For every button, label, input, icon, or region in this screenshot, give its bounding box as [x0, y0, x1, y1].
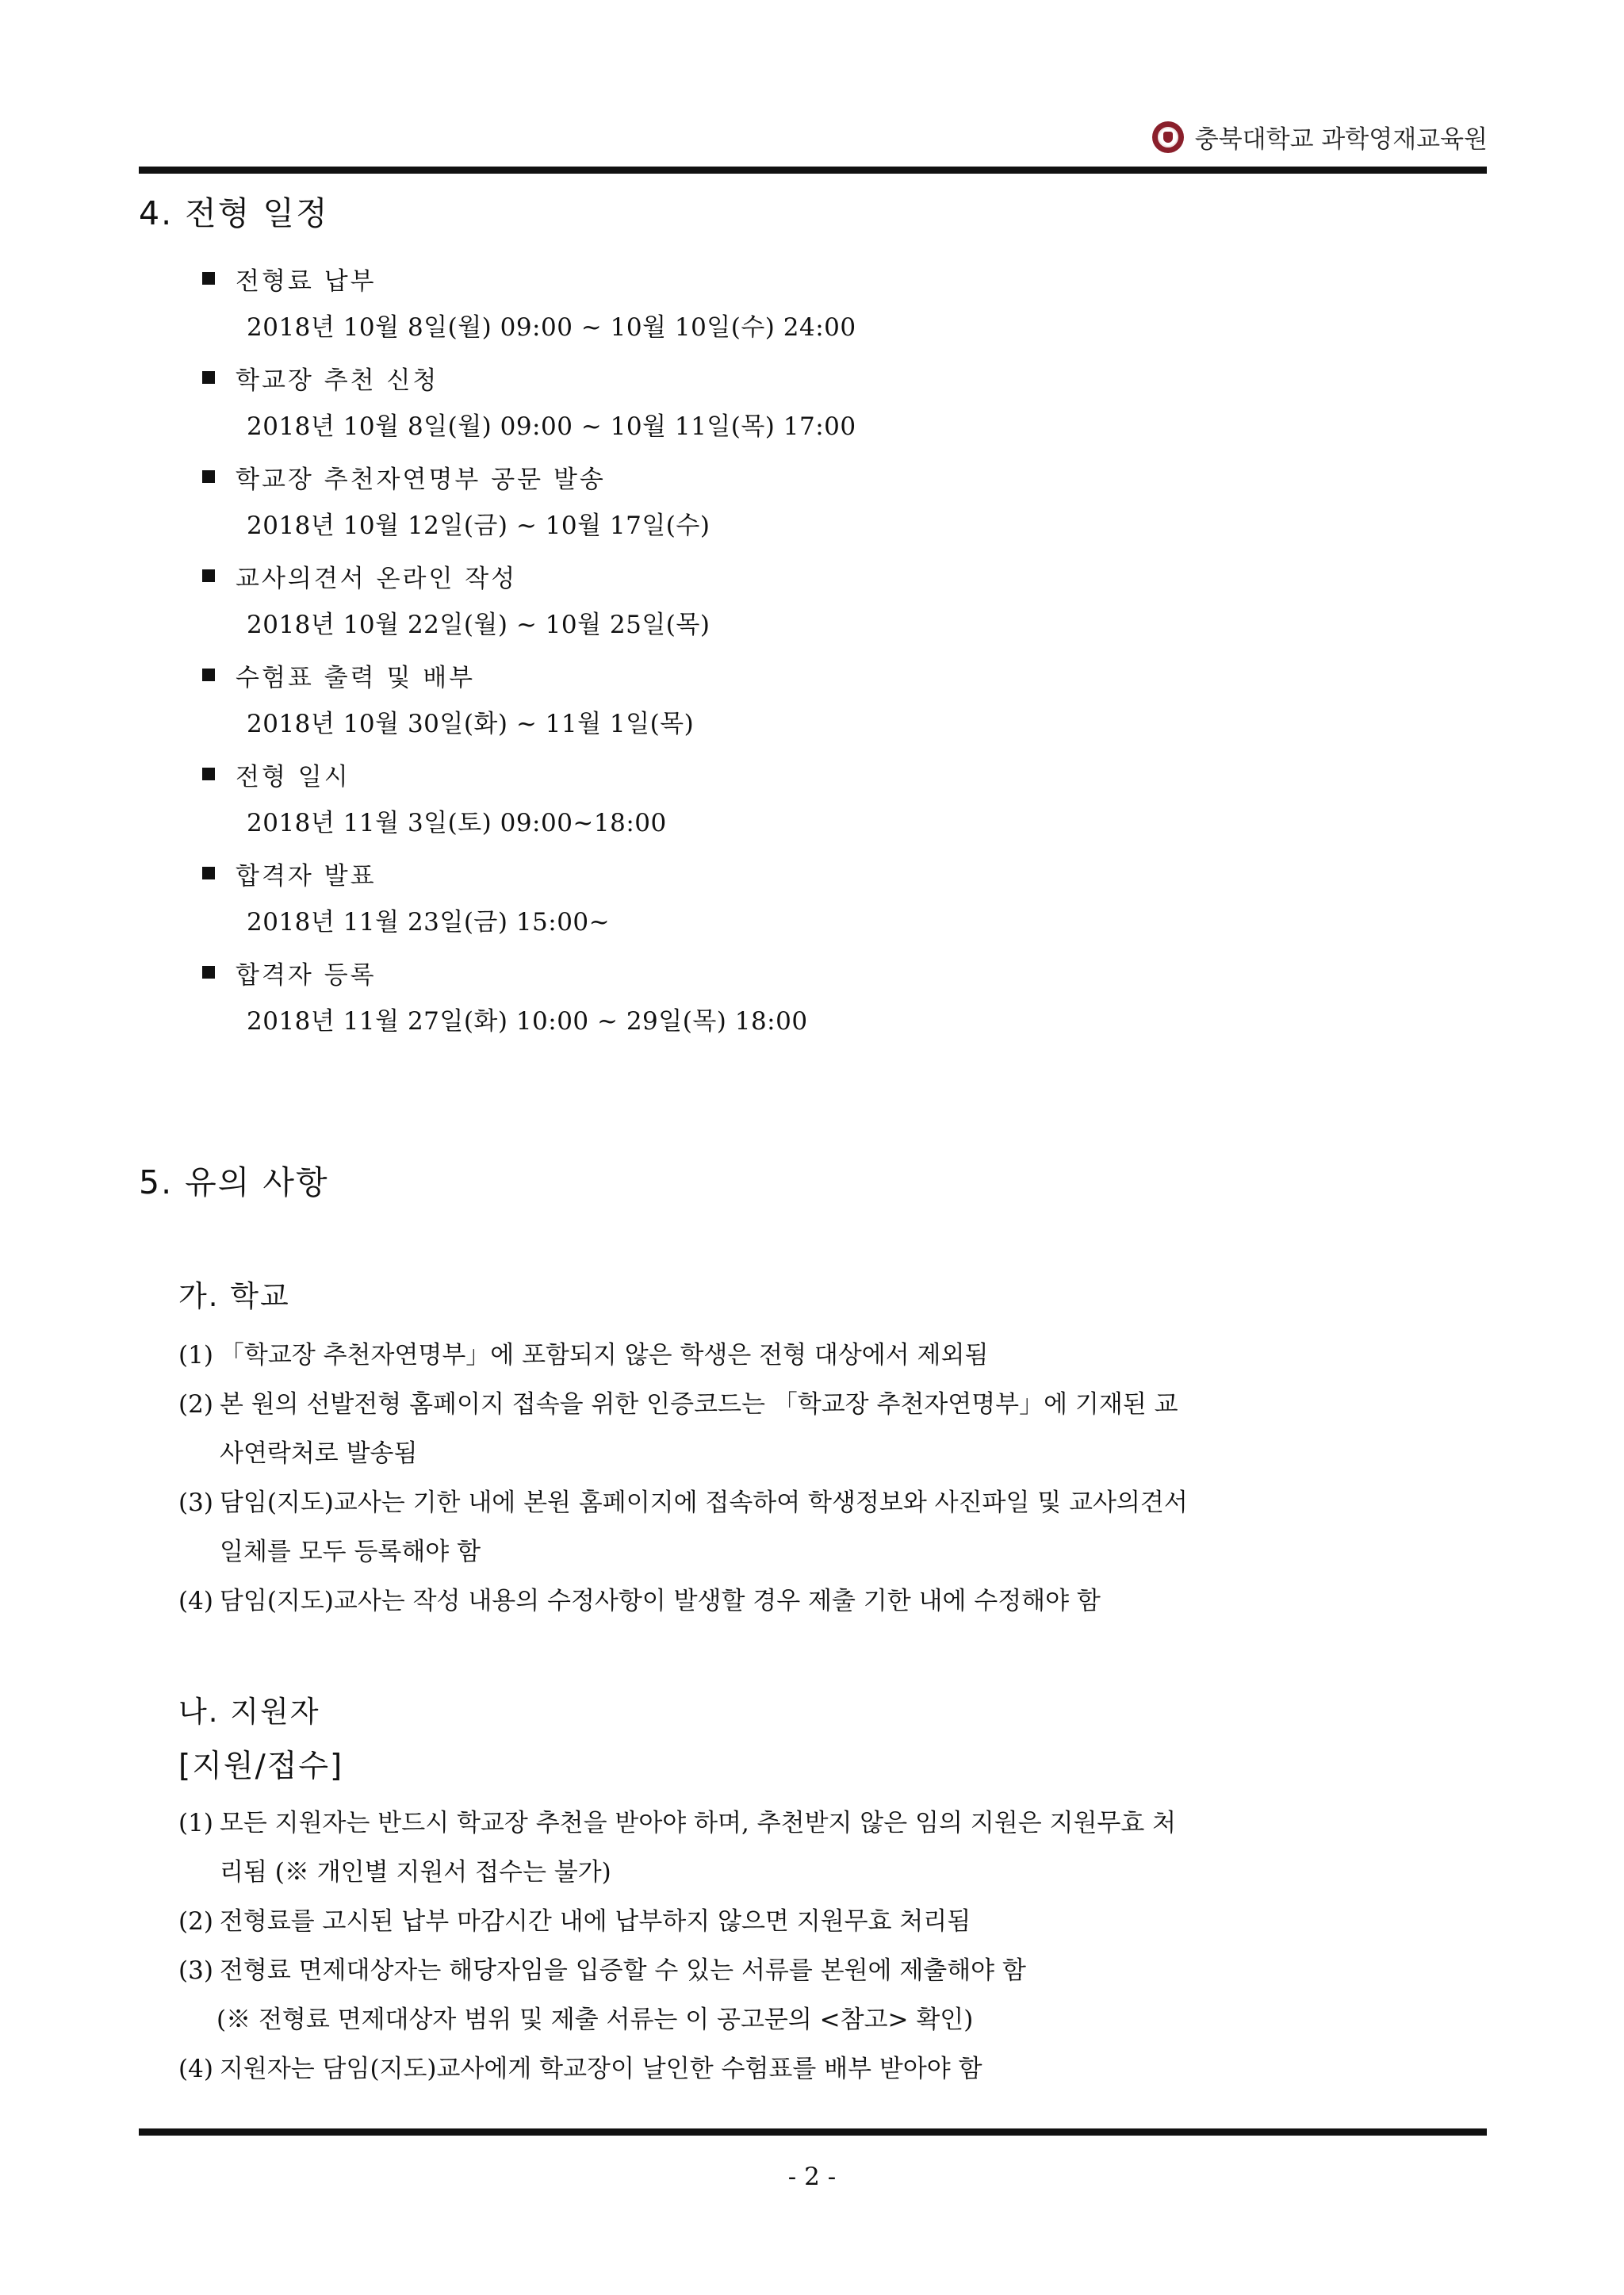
schedule-date: 2018년 10월 8일(월) 09:00 ~ 10월 11일(목) 17:00 — [247, 412, 856, 441]
section-5-title: 5. 유의 사항 — [139, 1163, 329, 1201]
note-number: (2) — [178, 1390, 213, 1419]
square-bullet-icon — [202, 371, 215, 384]
schedule-date: 2018년 11월 3일(토) 09:00~18:00 — [247, 809, 667, 837]
note-continuation: 리됨 (※ 개인별 지원서 접수는 불가) — [220, 1858, 611, 1887]
schedule-date: 2018년 10월 12일(금) ~ 10월 17일(수) — [247, 511, 710, 540]
schedule-item — [202, 948, 1392, 1047]
note-number: (2) — [178, 1907, 213, 1936]
schedule-label: 전형 일시 — [236, 762, 350, 791]
schedule-item — [202, 254, 1392, 353]
schedule-item — [202, 551, 1392, 650]
note-continuation: 일체를 모두 등록해야 함 — [220, 1538, 481, 1566]
schedule-list — [202, 254, 1392, 1047]
note-item — [178, 1331, 1487, 1380]
schedule-item — [202, 452, 1392, 551]
note-item — [178, 1478, 1487, 1577]
note-text: 모든 지원자는 반드시 학교장 추천을 받아야 하며, 추천받지 않은 임의 지원은 지원무효 처 — [219, 1809, 1177, 1837]
note-item — [178, 1380, 1487, 1478]
note-text: 본 원의 선발전형 홈페이지 접속을 위한 인증코드는 「학교장 추천자연명부」에 기재된 교 — [219, 1390, 1178, 1419]
schedule-item — [202, 849, 1392, 948]
applicant-notes — [178, 1799, 1487, 2094]
square-bullet-icon — [202, 272, 215, 285]
application-subheading: [지원/접수] — [178, 1749, 344, 1784]
note-text: 「학교장 추천자연명부」에 포함되지 않은 학생은 전형 대상에서 제외됨 — [219, 1341, 989, 1370]
schedule-date: 2018년 10월 8일(월) 09:00 ~ 10월 10일(수) 24:00 — [247, 313, 856, 342]
university-seal-icon — [1152, 121, 1184, 153]
note-number: (3) — [178, 1488, 213, 1517]
organization-name: 충북대학교 과학영재교육원 — [1194, 125, 1488, 154]
square-bullet-icon — [202, 966, 215, 979]
school-heading: 가. 학교 — [178, 1279, 290, 1313]
note-item — [178, 1577, 1487, 1626]
schedule-label: 합격자 등록 — [236, 960, 377, 990]
note-text: 전형료 면제대상자는 해당자임을 입증할 수 있는 서류를 본원에 제출해야 함 — [219, 1956, 1026, 1985]
note-text: 지원자는 담임(지도)교사에게 학교장이 날인한 수험표를 배부 받아야 함 — [219, 2055, 982, 2083]
note-text: 전형료를 고시된 납부 마감시간 내에 납부하지 않으면 지원무효 처리됨 — [219, 1907, 971, 1936]
note-number: (1) — [178, 1809, 213, 1837]
schedule-item — [202, 650, 1392, 749]
note-item — [178, 1946, 1487, 2044]
note-continuation: 사연락처로 발송됨 — [220, 1439, 418, 1468]
note-number: (3) — [178, 1956, 213, 1985]
header-rule — [139, 167, 1487, 174]
square-bullet-icon — [202, 569, 215, 582]
schedule-item — [202, 353, 1392, 452]
footer-rule — [139, 2128, 1487, 2136]
square-bullet-icon — [202, 867, 215, 879]
note-text: 담임(지도)교사는 작성 내용의 수정사항이 발생할 경우 제출 기한 내에 수정해야 함 — [219, 1587, 1101, 1615]
square-bullet-icon — [202, 768, 215, 780]
schedule-label: 학교장 추천자연명부 공문 발송 — [236, 465, 606, 494]
applicant-heading: 나. 지원자 — [178, 1695, 320, 1729]
schedule-date: 2018년 10월 30일(화) ~ 11월 1일(목) — [247, 710, 695, 738]
note-item — [178, 2044, 1487, 2094]
schedule-date: 2018년 11월 27일(화) 10:00 ~ 29일(목) 18:00 — [247, 1007, 808, 1036]
square-bullet-icon — [202, 470, 215, 483]
schedule-label: 합격자 발표 — [236, 861, 377, 891]
note-item — [178, 1897, 1487, 1946]
schedule-item — [202, 749, 1392, 849]
schedule-label: 전형료 납부 — [236, 266, 377, 296]
note-number: (4) — [178, 1587, 213, 1615]
schedule-date: 2018년 10월 22일(월) ~ 10월 25일(목) — [247, 611, 710, 639]
note-number: (1) — [178, 1341, 213, 1370]
section-4-title: 4. 전형 일정 — [139, 194, 329, 232]
note-item — [178, 1799, 1487, 1897]
note-text: 담임(지도)교사는 기한 내에 본원 홈페이지에 접속하여 학생정보와 사진파일 및 교사의견서 — [219, 1488, 1188, 1517]
schedule-label: 수험표 출력 및 배부 — [236, 663, 476, 692]
schedule-label: 교사의견서 온라인 작성 — [236, 564, 518, 593]
page-header — [1152, 119, 1488, 155]
school-notes — [178, 1331, 1487, 1626]
square-bullet-icon — [202, 669, 215, 681]
page-number: - 2 - — [787, 2163, 837, 2191]
schedule-label: 학교장 추천 신청 — [236, 366, 439, 395]
schedule-date: 2018년 11월 23일(금) 15:00~ — [247, 908, 611, 937]
note-number: (4) — [178, 2055, 213, 2083]
note-continuation: (※ 전형료 면제대상자 범위 및 제출 서류는 이 공고문의 <참고> 확인) — [216, 2006, 974, 2034]
